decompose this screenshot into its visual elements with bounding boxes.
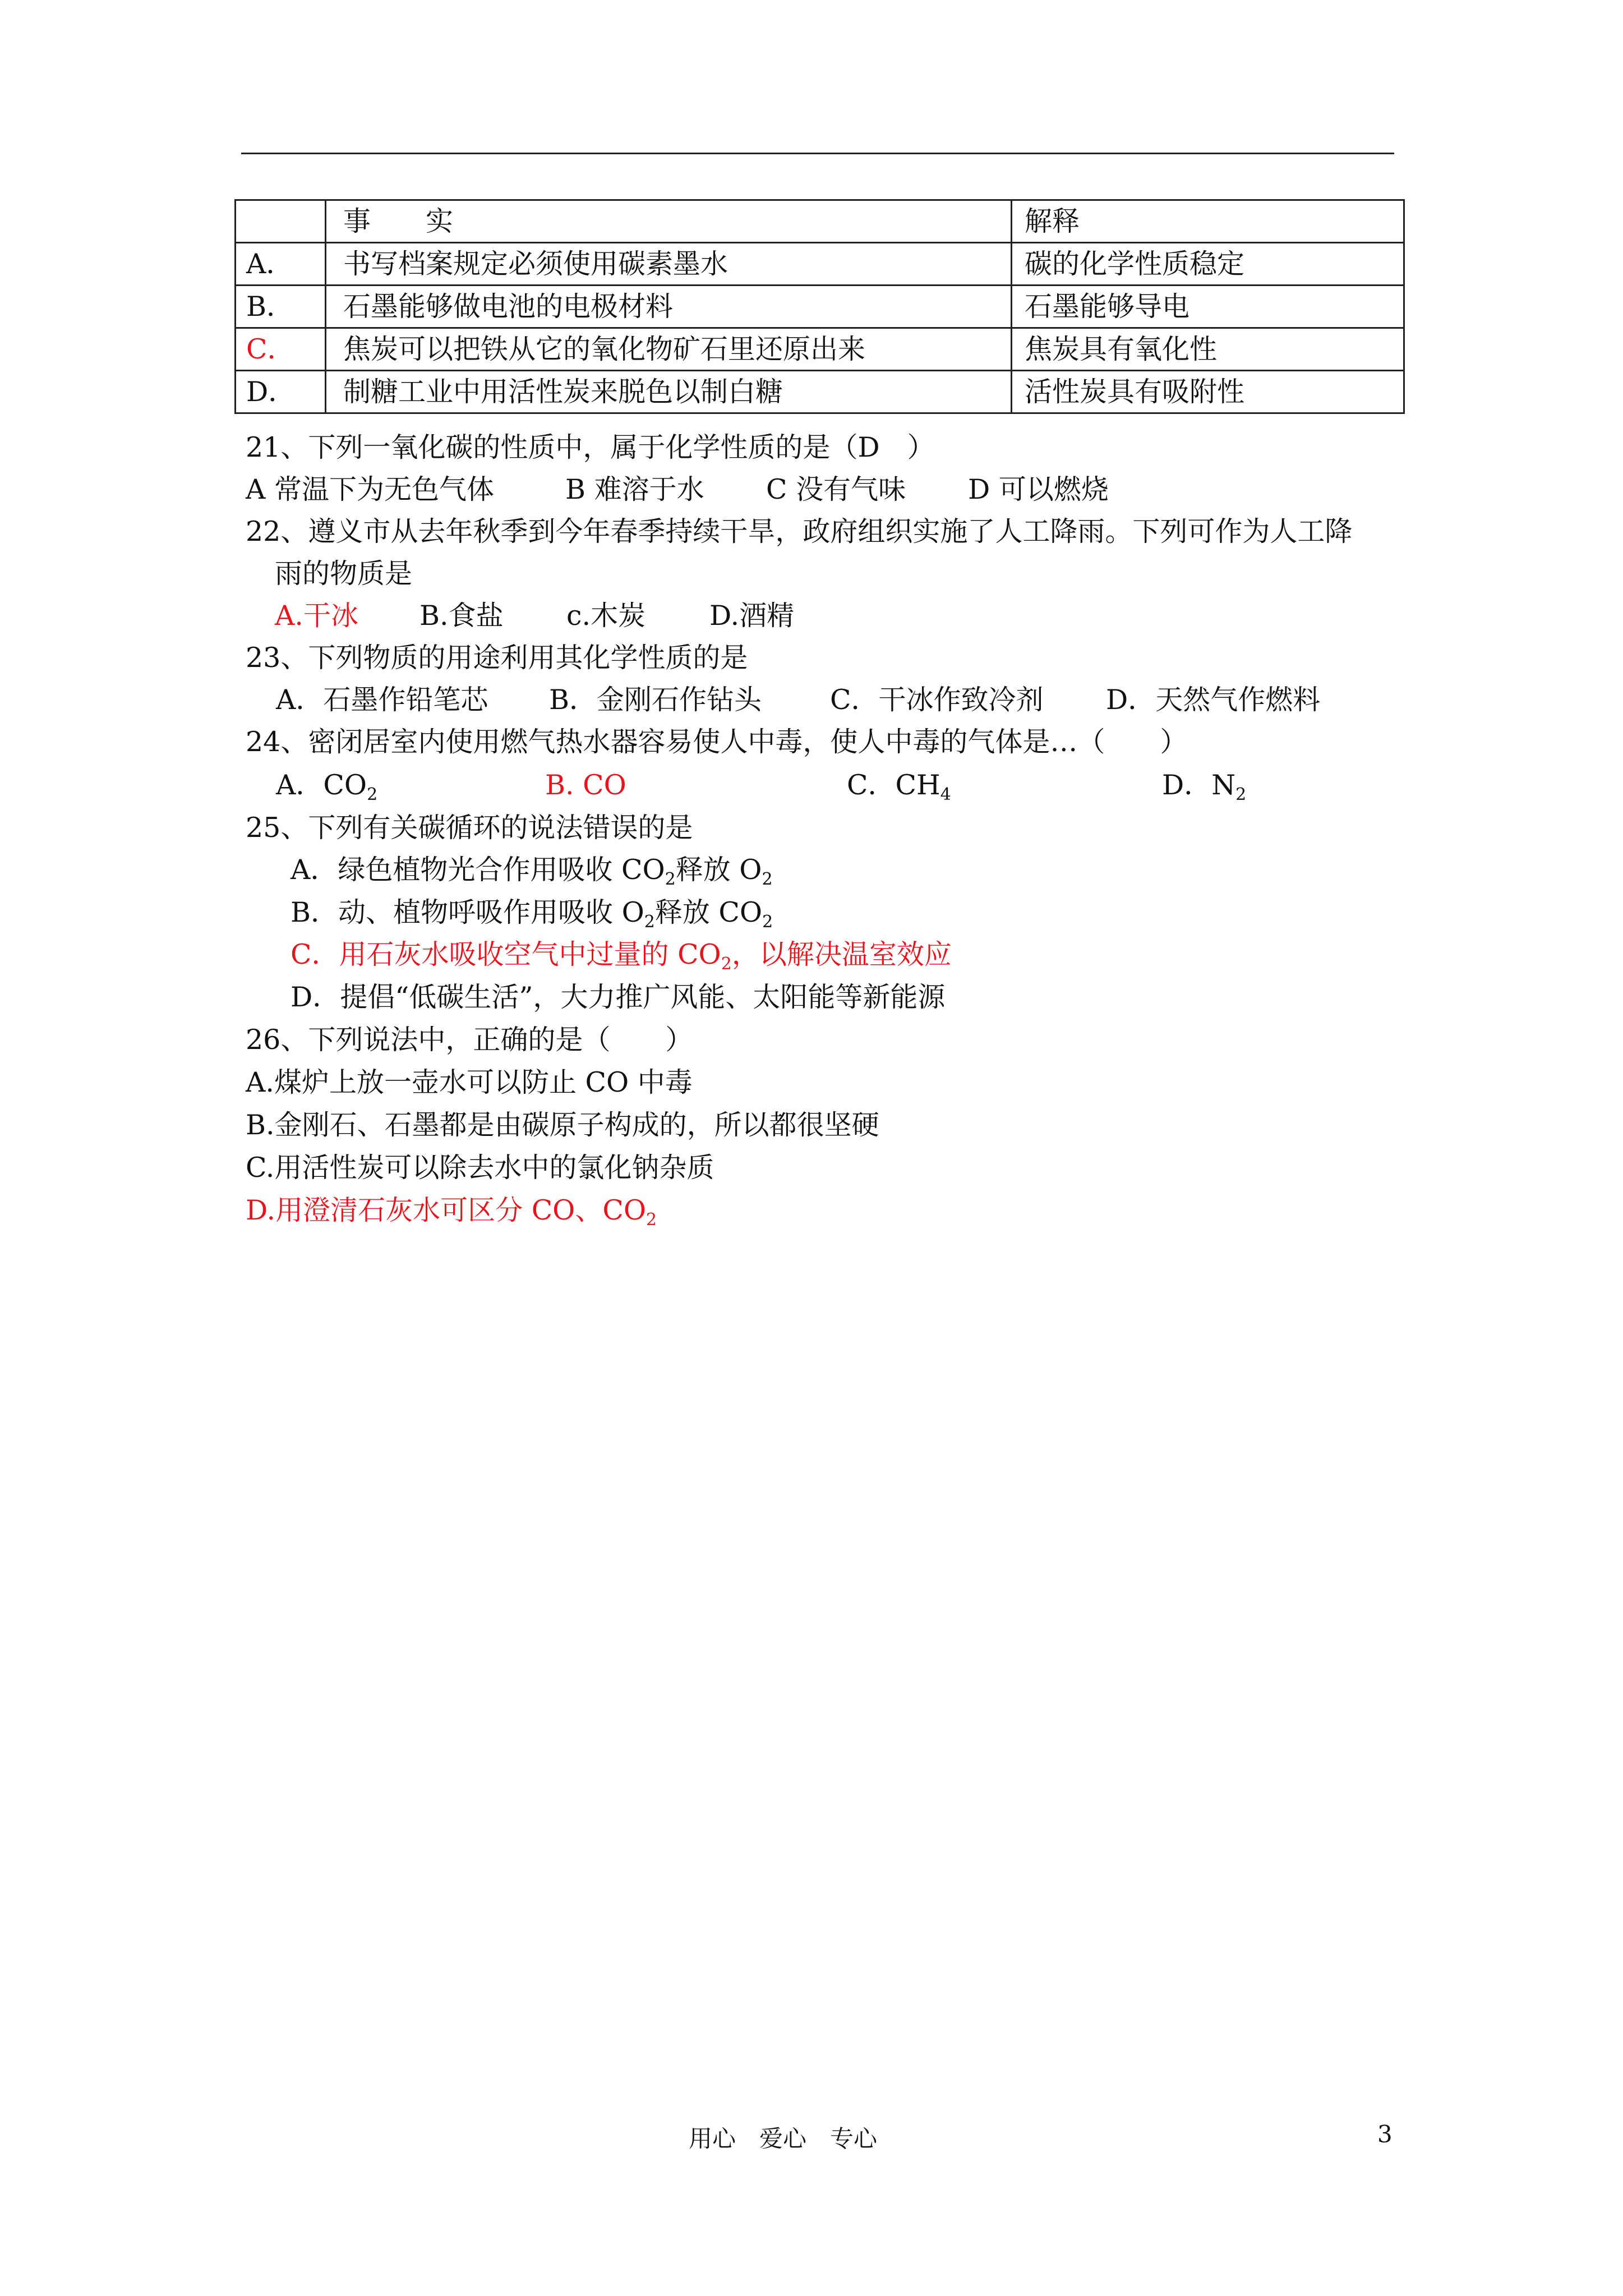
table-header-blank xyxy=(236,200,326,243)
q25-option-a xyxy=(291,853,773,887)
q26-option-d-text: D.用澄清石灰水可区分 CO、CO xyxy=(246,1194,647,1226)
q26-option-c: C.用活性炭可以除去水中的氯化钠杂质 xyxy=(246,1152,714,1184)
q21-option-b: B 难溶于水 xyxy=(565,473,704,505)
q24-option-c-text: C．CH xyxy=(847,769,940,801)
subscript: 2 xyxy=(646,1210,657,1230)
q21-option-a: A 常温下为无色气体 xyxy=(246,473,494,505)
header-rule xyxy=(241,153,1394,154)
subscript: 2 xyxy=(665,869,676,889)
subscript: 2 xyxy=(762,869,773,889)
explain-cell: 碳的化学性质稳定 xyxy=(1012,243,1404,286)
q25-option-b-text: B．动、植物呼吸作用吸收 O xyxy=(291,896,644,928)
q22-option-d: D.酒精 xyxy=(709,600,795,632)
explain-cell: 石墨能够导电 xyxy=(1012,286,1404,328)
explain-cell: 焦炭具有氧化性 xyxy=(1012,328,1404,371)
q24-option-a xyxy=(276,769,377,802)
q24-option-b-answer: B. CO xyxy=(545,769,626,801)
fact-cell: 焦炭可以把铁从它的氧化物矿石里还原出来 xyxy=(326,328,1012,371)
subscript: 2 xyxy=(721,954,732,974)
q23-option-d: D．天然气作燃料 xyxy=(1106,684,1321,716)
q25-option-c-answer xyxy=(291,938,952,972)
subscript: 4 xyxy=(940,785,951,804)
q22-option-b: B.食盐 xyxy=(419,600,504,632)
option-label: D． xyxy=(236,371,326,413)
explain-cell: 活性炭具有吸附性 xyxy=(1012,371,1404,413)
q24-option-c xyxy=(847,769,951,802)
q21-stem: 21、下列一氧化碳的性质中，属于化学性质的是（D ） xyxy=(246,431,935,463)
subscript: 2 xyxy=(762,912,773,932)
table-header-fact: 事 实 xyxy=(326,200,1012,243)
q22-option-a-answer: A.干冰 xyxy=(275,600,358,632)
q24-option-d xyxy=(1162,769,1246,802)
subscript: 2 xyxy=(367,785,378,804)
table-header-explain: 解释 xyxy=(1012,200,1404,243)
page-number: 3 xyxy=(1377,2120,1393,2148)
q25-option-b-text2: 释放 CO xyxy=(654,896,763,928)
q24-option-a-text: A．CO xyxy=(276,769,367,801)
q25-stem: 25、下列有关碳循环的说法错误的是 xyxy=(246,812,693,844)
q23-stem: 23、下列物质的用途利用其化学性质的是 xyxy=(246,642,748,674)
q24-stem: 24、密闭居室内使用燃气热水器容易使人中毒，使人中毒的气体是…（ ） xyxy=(246,726,1188,758)
q23-option-b: B．金刚石作钻头 xyxy=(549,684,762,716)
q23-options xyxy=(276,683,1398,717)
q26-option-d-answer xyxy=(246,1194,657,1230)
q25-option-c-text2: ，以解决温室效应 xyxy=(731,938,952,970)
q25-option-d: D．提倡“低碳生活”，大力推广风能、太阳能等新能源 xyxy=(291,981,946,1013)
q25-option-b xyxy=(291,896,773,930)
subscript: 2 xyxy=(644,912,655,932)
q22-stem-line1: 22、遵义市从去年秋季到今年春季持续干旱，政府组织实施了人工降雨。下列可作为人工降 xyxy=(246,516,1353,547)
table-row xyxy=(236,371,1404,413)
q23-option-c: C．干冰作致冷剂 xyxy=(830,684,1044,716)
q26-option-b: B.金刚石、石墨都是由碳原子构成的，所以都很坚硬 xyxy=(246,1109,879,1141)
fact-cell: 制糖工业中用活性炭来脱色以制白糖 xyxy=(326,371,1012,413)
table-row xyxy=(236,243,1404,286)
q26-stem: 26、下列说法中，正确的是（ ） xyxy=(246,1024,693,1056)
fact-explanation-table xyxy=(234,199,1405,414)
option-label-answer: C． xyxy=(236,328,326,371)
q26-option-a: A.煤炉上放一壶水可以防止 CO 中毒 xyxy=(246,1066,693,1098)
subscript: 2 xyxy=(1235,785,1247,804)
q25-option-a-text2: 释放 O xyxy=(675,854,762,886)
table-row xyxy=(236,328,1404,371)
q25-option-a-text: A．绿色植物光合作用吸收 CO xyxy=(291,854,665,886)
q24-options xyxy=(276,769,1398,802)
q23-option-a: A．石墨作铅笔芯 xyxy=(276,684,488,716)
q21-options xyxy=(246,473,1367,507)
footer-motto: 用心 爱心 专心 xyxy=(689,2125,878,2152)
option-label: A． xyxy=(236,243,326,286)
table-header-row xyxy=(236,200,1404,243)
fact-cell: 石墨能够做电池的电极材料 xyxy=(326,286,1012,328)
option-label: B． xyxy=(236,286,326,328)
q21-option-c: C 没有气味 xyxy=(766,473,906,505)
q22-stem-line2: 雨的物质是 xyxy=(275,558,413,590)
table-row xyxy=(236,286,1404,328)
q25-option-c-text: C．用石灰水吸收空气中过量的 CO xyxy=(291,938,721,970)
fact-cell: 书写档案规定必须使用碳素墨水 xyxy=(326,243,1012,286)
q21-option-d: D 可以燃烧 xyxy=(968,473,1109,505)
q24-option-d-text: D．N xyxy=(1162,769,1236,801)
q22-option-c: c.木炭 xyxy=(566,600,646,632)
q22-options xyxy=(275,599,1116,633)
